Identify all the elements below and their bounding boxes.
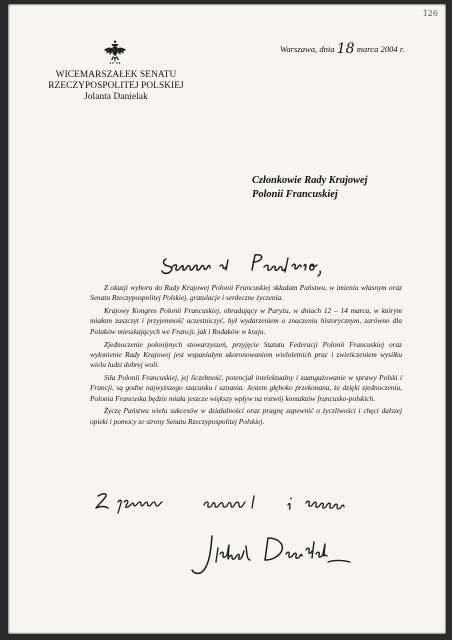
letterhead-name: Jolanta Danielak <box>84 92 148 102</box>
letterhead-institution: RZECZYPOSPOLITEJ POLSKIEJ <box>48 81 184 91</box>
place-date <box>280 40 404 56</box>
letterhead <box>38 70 194 103</box>
handwritten-closing <box>92 488 412 518</box>
date-prefix: Warszawa, dnia <box>280 44 335 54</box>
paragraph: Siła Polonii Francuskiej, jej liczebność, potencjał intelektualny i zaangażowanie w sprawy Polski i Francji, są godne najwyższego szacunku i uznania. Jestem głęboko przekonana, że dzięki zjednoczeniu, Polonia Francuska będzie miała jeszcze większy wpływ na rozwój kontaktów francusko-polskich. <box>90 372 402 403</box>
date-day-handwritten: 18 <box>336 41 355 57</box>
handwritten-salutation <box>160 252 370 278</box>
paragraph: Życzę Państwu wielu sukcesów w działalności oraz pragnę zapewnić o życzliwości i chęci dalszej opieki i pomocy ze strony Senatu Rzeczypospolitej Polskiej. <box>90 406 402 426</box>
recipient-block <box>252 174 367 202</box>
date-suffix: marca 2004 r. <box>356 44 405 54</box>
recipient-line-2: Polonii Francuskiej <box>252 189 338 200</box>
paragraph: Z okazji wyboru do Rady Krajowej Polonii Francuskiej składam Państwu, w imieniu własnym oraz Senatu Rzeczypospolitej Polskiej, gratulacje i serdeczne życzenia. <box>90 283 402 303</box>
polish-eagle-emblem-icon <box>102 38 128 66</box>
letterhead-title: WICEMARSZAŁEK SENATU <box>55 70 177 80</box>
handwritten-signature <box>188 528 368 588</box>
recipient-line-1: Członkowie Rady Krajowej <box>252 175 368 186</box>
letter-body <box>90 283 402 429</box>
archive-page-number: 126 <box>422 9 438 18</box>
letter-page <box>8 4 446 634</box>
paragraph: Zjednoczenie polonijnych stowarzyszeń, przyjęcie Statutu Federacji Polonii Francuskiej oraz wyłonienie Rady Krajowej jest wspaniałym ukoronowaniem wieloletnich prac i zwieńczeniem wysiłku wielu ludzi dobrej woli. <box>90 339 402 370</box>
paragraph: Krajowy Kongres Polonii Francuskiej, obradujący w Paryżu, w dniach 12 – 14 marca, w którym miałam zaszczyt i przyjemność uczestniczyć, był wydarzeniem o znaczeniu historycznym, zarówno dla Polaków mieszkających we Francji, jak i Rodaków w kraju. <box>90 306 402 336</box>
